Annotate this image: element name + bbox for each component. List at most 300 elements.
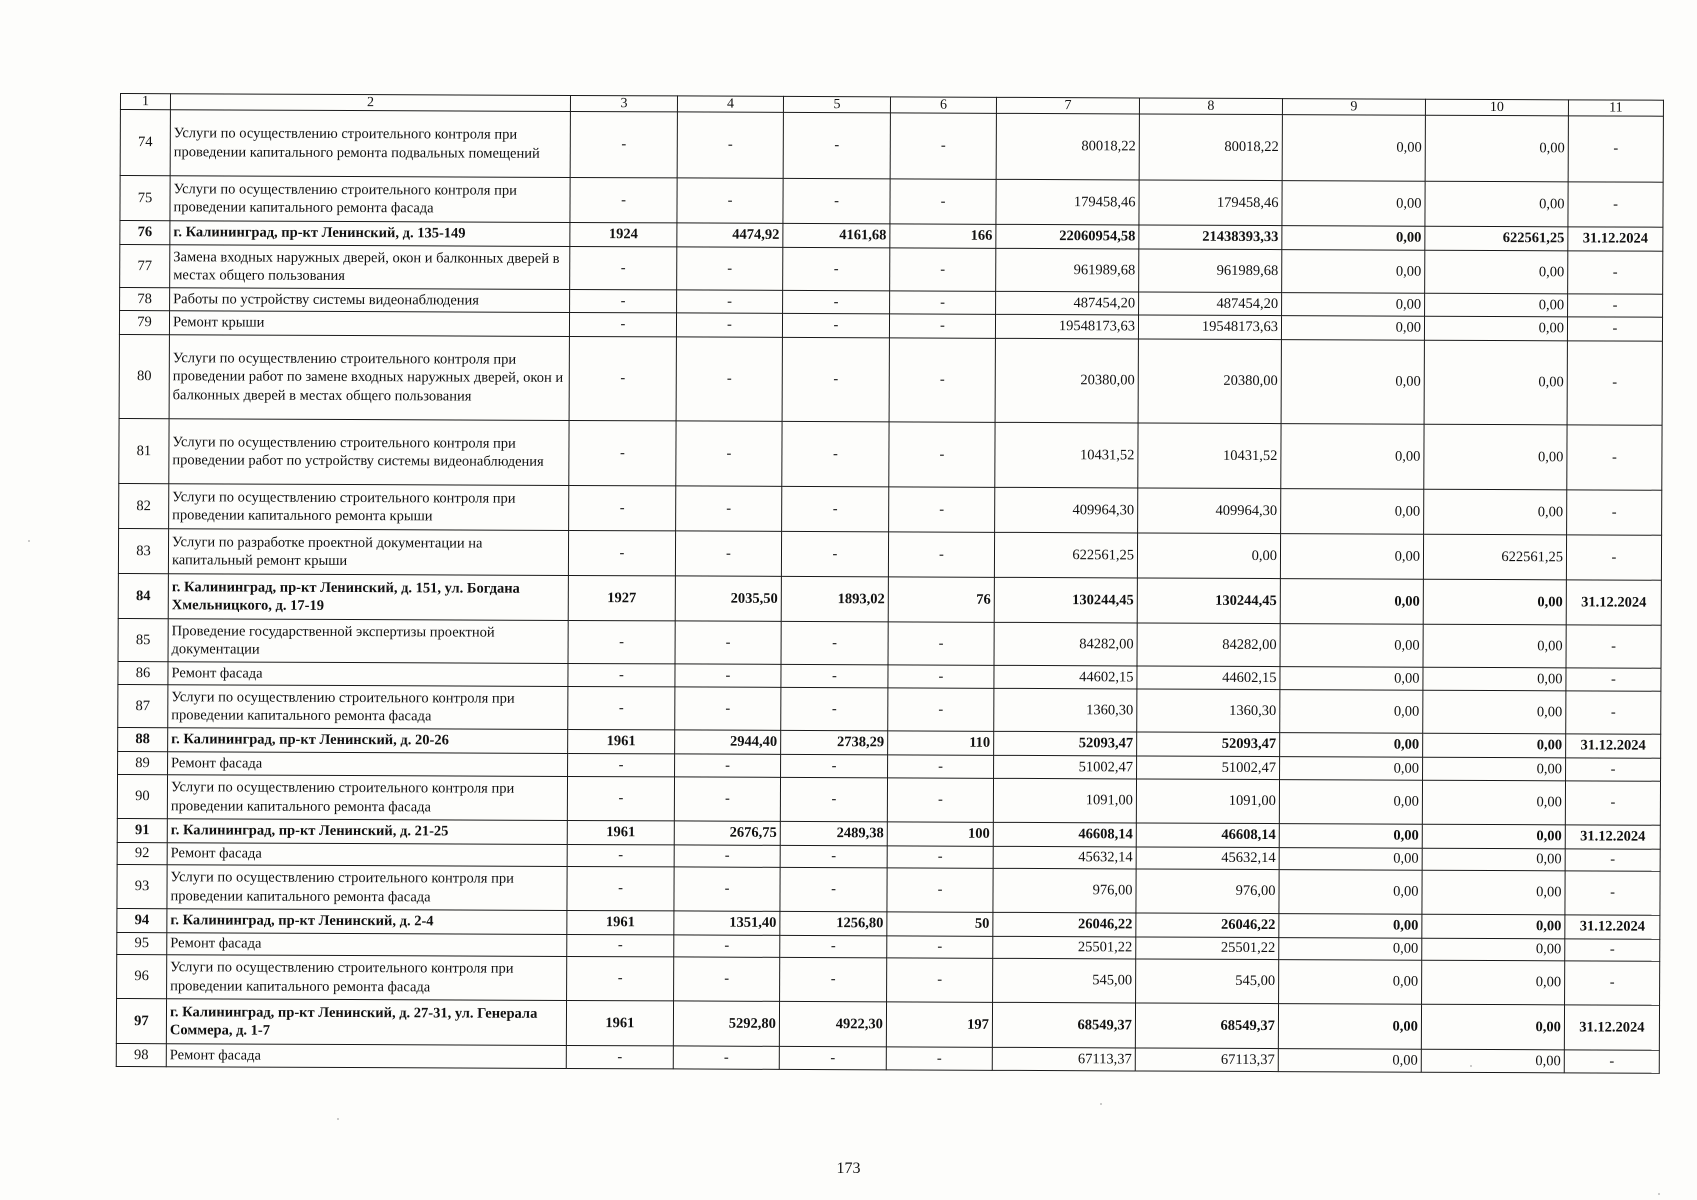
header-cell: 1	[120, 94, 170, 110]
cost-total-cell: 80018,22	[996, 113, 1139, 180]
residents-cell: 100	[887, 822, 993, 846]
cost-fund-cell: 45632,14	[1136, 847, 1279, 870]
cost-owners-cell: 0,00	[1424, 340, 1567, 425]
area-total-cell: -	[673, 1046, 779, 1069]
cost-total-cell: 409964,30	[995, 487, 1138, 533]
area-total-cell: -	[677, 178, 783, 223]
row-number: 97	[116, 998, 166, 1043]
year-cell: -	[568, 620, 675, 663]
cost-fund-cell: 0,00	[1137, 533, 1280, 579]
year-cell: -	[567, 934, 674, 956]
cost-total-cell: 44602,15	[994, 665, 1137, 689]
area-total-cell: -	[677, 290, 783, 313]
area-living-cell: -	[783, 178, 890, 223]
cost-fund-cell: 80018,22	[1139, 114, 1282, 181]
cost-total-cell: 46608,14	[993, 822, 1136, 847]
area-total-cell: -	[674, 957, 780, 1001]
deadline-cell: -	[1566, 625, 1661, 668]
year-cell: -	[569, 336, 676, 420]
year-cell: -	[570, 289, 677, 312]
table-row	[117, 774, 1660, 825]
area-living-cell: -	[781, 687, 888, 730]
work-name: Ремонт фасада	[166, 1044, 566, 1069]
row-number: 80	[119, 334, 169, 418]
cost-owners-cell: 0,00	[1422, 960, 1565, 1005]
cost-owners-cell: 0,00	[1423, 733, 1566, 758]
cost-total-cell: 22060954,58	[996, 224, 1139, 249]
year-cell: -	[567, 844, 674, 866]
area-total-cell: -	[677, 112, 783, 178]
table-row	[120, 176, 1663, 228]
cost-budget-cell: 0,00	[1279, 938, 1422, 961]
work-name: Ремонт фасада	[167, 933, 567, 957]
cost-budget-cell: 0,00	[1280, 690, 1423, 734]
area-living-cell: -	[782, 337, 889, 421]
work-name: г. Калининград, пр-кт Ленинский, д. 21-25	[167, 819, 567, 845]
cost-total-cell: 20380,00	[995, 338, 1138, 423]
cost-total-cell: 67113,37	[992, 1047, 1135, 1071]
header-cell: 8	[1139, 98, 1282, 115]
row-number: 82	[119, 483, 169, 528]
cost-budget-cell: 0,00	[1281, 340, 1424, 425]
header-cell: 2	[170, 94, 570, 112]
cost-budget-cell: 0,00	[1282, 181, 1425, 227]
cost-total-cell: 10431,52	[995, 422, 1138, 488]
deadline-cell: -	[1567, 341, 1662, 425]
residents-cell: -	[888, 622, 994, 665]
table-row	[118, 528, 1661, 580]
year-cell: -	[567, 776, 674, 820]
table-row	[120, 245, 1663, 295]
area-total-cell: -	[676, 421, 782, 486]
row-number: 81	[119, 418, 169, 483]
table-row	[119, 483, 1662, 535]
header-cell: 3	[570, 95, 677, 111]
cost-budget-cell: 0,00	[1279, 960, 1422, 1005]
cost-budget-cell: 0,00	[1279, 780, 1422, 825]
area-living-cell: 1256,80	[780, 911, 887, 935]
area-total-cell: 2944,40	[675, 730, 781, 754]
header-cell: 6	[890, 97, 996, 113]
cost-budget-cell: 0,00	[1279, 870, 1422, 915]
cost-budget-cell: 0,00	[1281, 316, 1424, 341]
work-name: Услуги по осуществлению строительного контроля при проведении капитального ремонта подвальных помещений	[170, 110, 570, 178]
header-cell: 5	[783, 96, 890, 112]
row-number: 75	[120, 176, 170, 221]
row-number: 94	[117, 908, 167, 932]
residents-cell: -	[889, 314, 995, 338]
row-number: 84	[118, 573, 168, 618]
table-row	[118, 573, 1661, 625]
residents-cell: -	[888, 532, 994, 577]
work-name: Ремонт крыши	[169, 311, 569, 337]
cost-budget-cell: 0,00	[1279, 824, 1422, 849]
cost-owners-cell: 0,00	[1422, 824, 1565, 849]
deadline-cell: -	[1565, 849, 1660, 871]
work-name: г. Калининград, пр-кт Ленинский, д. 2-4	[167, 909, 567, 935]
deadline-cell: -	[1566, 535, 1661, 580]
work-name: Услуги по осуществлению строительного контроля при проведении капитального ремонта фасада	[167, 775, 567, 821]
area-living-cell: 1893,02	[781, 576, 888, 621]
cost-owners-cell: 0,00	[1423, 690, 1566, 734]
cost-owners-cell: 0,00	[1423, 624, 1566, 668]
cost-budget-cell: 0,00	[1280, 757, 1423, 781]
area-total-cell: -	[674, 935, 780, 957]
area-total-cell: -	[675, 621, 781, 664]
cost-owners-cell: 0,00	[1424, 489, 1567, 535]
cost-budget-cell: 0,00	[1280, 624, 1423, 668]
year-cell: 1961	[568, 729, 675, 753]
cost-total-cell: 179458,46	[996, 179, 1139, 225]
area-living-cell: -	[782, 313, 889, 337]
area-total-cell: -	[674, 845, 780, 867]
cost-total-cell: 1360,30	[994, 688, 1137, 732]
area-living-cell: -	[781, 664, 888, 687]
row-number: 78	[120, 288, 170, 311]
cost-total-cell: 52093,47	[994, 731, 1137, 756]
residents-cell: -	[890, 248, 996, 291]
row-number: 91	[117, 818, 167, 842]
work-name: Услуги по осуществлению строительного контроля при проведении капитального ремонта фасада	[167, 865, 567, 911]
table-row	[120, 110, 1663, 183]
residents-cell: -	[889, 487, 995, 532]
deadline-cell: -	[1568, 116, 1663, 182]
cost-budget-cell: 0,00	[1282, 226, 1425, 251]
work-name: Проведение государственной экспертизы проектной документации	[168, 619, 568, 664]
header-cell: 11	[1568, 100, 1663, 116]
area-total-cell: -	[676, 337, 782, 421]
area-total-cell: 5292,80	[673, 1001, 779, 1046]
work-name: Услуги по осуществлению строительного контроля при проведении капитального ремонта крыши	[169, 484, 569, 531]
header-cell: 4	[677, 96, 783, 112]
cost-total-cell: 1091,00	[993, 778, 1136, 823]
cost-owners-cell: 0,00	[1422, 914, 1565, 939]
deadline-cell: -	[1568, 182, 1663, 227]
residents-cell: 110	[888, 731, 994, 755]
deadline-cell: 31.12.2024	[1566, 580, 1661, 625]
cost-fund-cell: 1360,30	[1137, 689, 1280, 733]
cost-budget-cell: 0,00	[1280, 733, 1423, 758]
year-cell: -	[569, 485, 676, 530]
row-number: 88	[118, 727, 168, 751]
row-number: 98	[116, 1043, 166, 1066]
cost-budget-cell: 0,00	[1282, 293, 1425, 317]
residents-cell: -	[887, 778, 993, 822]
cost-owners-cell: 0,00	[1422, 938, 1565, 961]
deadline-cell: 31.12.2024	[1564, 1005, 1659, 1050]
cost-owners-cell: 0,00	[1425, 250, 1568, 294]
cost-owners-cell: 0,00	[1422, 848, 1565, 871]
year-cell: 1961	[567, 910, 674, 934]
deadline-cell: -	[1565, 939, 1660, 961]
area-living-cell: -	[783, 290, 890, 313]
residents-cell: -	[888, 665, 994, 688]
residents-cell: -	[887, 868, 993, 912]
cost-budget-cell: 0,00	[1282, 250, 1425, 294]
area-total-cell: -	[674, 867, 780, 911]
year-cell: -	[569, 312, 676, 336]
deadline-cell: -	[1568, 251, 1663, 294]
area-total-cell: 4474,92	[677, 223, 783, 247]
cost-fund-cell: 961989,68	[1139, 249, 1282, 293]
cost-total-cell: 45632,14	[993, 846, 1136, 869]
header-cell: 10	[1425, 99, 1568, 116]
work-name: Ремонт фасада	[168, 662, 568, 687]
area-total-cell: -	[675, 664, 781, 687]
deadline-cell: -	[1566, 758, 1661, 781]
residents-cell: 50	[887, 912, 993, 936]
table-row	[119, 334, 1662, 425]
deadline-cell: -	[1567, 425, 1662, 490]
year-cell: -	[570, 111, 677, 177]
year-cell: -	[567, 956, 674, 1000]
area-living-cell: -	[780, 867, 887, 911]
row-number: 79	[119, 311, 169, 335]
row-number: 95	[117, 932, 167, 954]
row-number: 87	[118, 684, 168, 727]
year-cell: 1924	[570, 222, 677, 246]
cost-fund-cell: 179458,46	[1139, 180, 1282, 226]
year-cell: -	[570, 177, 677, 222]
year-cell: -	[568, 663, 675, 686]
work-name: Услуги по осуществлению строительного контроля при проведении капитального ремонта фасада	[167, 955, 567, 1001]
cost-owners-cell: 0,00	[1425, 181, 1568, 227]
cost-owners-cell: 0,00	[1421, 1004, 1564, 1050]
work-name: г. Калининград, пр-кт Ленинский, д. 151, ул. Богдана Хмельницкого, д. 17-19	[168, 574, 568, 621]
residents-cell: -	[888, 688, 994, 731]
cost-fund-cell: 1091,00	[1136, 779, 1279, 824]
work-name: Услуги по осуществлению строительного контроля при проведении работ по устройству системы видеонаблюдения	[169, 419, 569, 486]
row-number: 86	[118, 661, 168, 684]
residents-cell: -	[887, 936, 993, 958]
area-total-cell: 2676,75	[674, 821, 780, 845]
cost-budget-cell: 0,00	[1279, 848, 1422, 871]
cost-fund-cell: 487454,20	[1139, 292, 1282, 316]
cost-owners-cell: 622561,25	[1423, 534, 1566, 580]
year-cell: 1961	[566, 1000, 673, 1045]
area-total-cell: 1351,40	[674, 911, 780, 935]
area-living-cell: -	[780, 935, 887, 957]
cost-owners-cell: 0,00	[1425, 115, 1568, 182]
row-number: 89	[118, 751, 168, 774]
work-name: Услуги по осуществлению строительного контроля при проведении капитального ремонта фасада	[168, 685, 568, 730]
cost-fund-cell: 68549,37	[1135, 1003, 1278, 1049]
cost-fund-cell: 25501,22	[1136, 937, 1279, 960]
deadline-cell: -	[1566, 668, 1661, 691]
area-total-cell: -	[675, 754, 781, 777]
year-cell: -	[568, 530, 675, 575]
cost-fund-cell: 545,00	[1136, 959, 1279, 1004]
area-living-cell: -	[782, 421, 889, 486]
cost-total-cell: 976,00	[993, 868, 1136, 913]
header-cell: 9	[1282, 99, 1425, 116]
work-name: Замена входных наружных дверей, окон и балконных дверей в местах общего пользования	[170, 245, 570, 290]
residents-cell: 76	[888, 577, 994, 622]
residents-cell: -	[890, 113, 996, 179]
area-total-cell: -	[676, 486, 782, 531]
residents-cell: -	[887, 958, 993, 1002]
deadline-cell: -	[1565, 781, 1660, 825]
cost-budget-cell: 0,00	[1280, 579, 1423, 625]
cost-owners-cell: 0,00	[1422, 780, 1565, 825]
deadline-cell: 31.12.2024	[1565, 825, 1660, 849]
area-living-cell: 2738,29	[781, 730, 888, 754]
capital-repair-table	[116, 93, 1664, 1074]
area-living-cell: -	[781, 754, 888, 777]
work-name: Работы по устройству системы видеонаблюдения	[170, 288, 570, 313]
cost-owners-cell: 0,00	[1424, 316, 1567, 341]
area-total-cell: -	[676, 313, 782, 337]
cost-fund-cell: 44602,15	[1137, 666, 1280, 690]
row-number: 77	[120, 245, 170, 288]
cost-fund-cell: 67113,37	[1135, 1048, 1278, 1072]
year-cell: -	[566, 1045, 673, 1068]
work-name: Услуги по осуществлению строительного контроля при проведении капитального ремонта фасада	[170, 176, 570, 223]
work-name: Услуги по осуществлению строительного контроля при проведении работ по замене входных наружных дверей, окон и балконных дверей в местах общего пользования	[169, 335, 569, 421]
work-name: Ремонт фасада	[168, 752, 568, 777]
year-cell: 1961	[567, 820, 674, 844]
cost-fund-cell: 21438393,33	[1139, 225, 1282, 250]
table-row	[117, 864, 1660, 915]
deadline-cell: -	[1565, 871, 1660, 915]
area-living-cell: -	[782, 486, 889, 531]
area-total-cell: -	[677, 247, 783, 290]
cost-total-cell: 487454,20	[996, 291, 1139, 315]
year-cell: -	[568, 686, 675, 729]
cost-owners-cell: 0,00	[1425, 293, 1568, 317]
row-number: 83	[118, 528, 168, 573]
cost-fund-cell: 19548173,63	[1138, 315, 1281, 340]
cost-owners-cell: 0,00	[1423, 757, 1566, 781]
deadline-cell: -	[1566, 691, 1661, 734]
cost-owners-cell: 622561,25	[1425, 226, 1568, 251]
cost-budget-cell: 0,00	[1280, 534, 1423, 580]
year-cell: -	[570, 246, 677, 289]
cost-budget-cell: 0,00	[1278, 1049, 1421, 1073]
area-living-cell: 4161,68	[783, 223, 890, 247]
deadline-cell: -	[1568, 294, 1663, 317]
work-name: Ремонт фасада	[167, 843, 567, 867]
cost-owners-cell: 0,00	[1421, 1049, 1564, 1073]
area-living-cell: -	[783, 247, 890, 290]
cost-fund-cell: 84282,00	[1137, 623, 1280, 667]
year-cell: -	[568, 753, 675, 776]
area-living-cell: -	[781, 621, 888, 664]
row-number: 76	[120, 221, 170, 245]
table-row	[118, 684, 1661, 734]
cost-fund-cell: 976,00	[1136, 869, 1279, 914]
residents-cell: -	[887, 846, 993, 868]
table-row	[119, 418, 1662, 490]
row-number: 74	[120, 110, 170, 176]
cost-owners-cell: 0,00	[1423, 667, 1566, 691]
area-total-cell: -	[675, 531, 781, 576]
deadline-cell: 31.12.2024	[1565, 915, 1660, 939]
area-living-cell: -	[779, 1046, 886, 1069]
area-living-cell: -	[780, 777, 887, 821]
residents-cell: 197	[886, 1002, 992, 1047]
area-total-cell: -	[675, 687, 781, 730]
row-number: 96	[117, 954, 167, 998]
cost-total-cell: 545,00	[993, 958, 1136, 1003]
residents-cell: -	[888, 755, 994, 778]
year-cell: 1927	[568, 575, 675, 620]
cost-fund-cell: 51002,47	[1137, 756, 1280, 780]
work-name: г. Калининград, пр-кт Ленинский, д. 135-149	[170, 221, 570, 247]
page-number: 173	[836, 1160, 861, 1177]
row-number: 92	[117, 842, 167, 864]
cost-fund-cell: 130244,45	[1137, 578, 1280, 624]
deadline-cell: 31.12.2024	[1568, 227, 1663, 251]
deadline-cell: 31.12.2024	[1566, 734, 1661, 758]
cost-budget-cell: 0,00	[1279, 914, 1422, 939]
table-row	[116, 998, 1659, 1050]
area-living-cell: -	[783, 112, 890, 178]
cost-owners-cell: 0,00	[1423, 579, 1566, 625]
cost-fund-cell: 10431,52	[1138, 423, 1281, 489]
residents-cell: 166	[890, 224, 996, 248]
year-cell: -	[567, 866, 674, 910]
cost-fund-cell: 46608,14	[1136, 823, 1279, 848]
residents-cell: -	[890, 179, 996, 224]
cost-owners-cell: 0,00	[1424, 424, 1567, 490]
residents-cell: -	[890, 291, 996, 314]
cost-owners-cell: 0,00	[1422, 870, 1565, 915]
area-living-cell: -	[780, 957, 887, 1001]
cost-total-cell: 26046,22	[993, 912, 1136, 937]
cost-budget-cell: 0,00	[1281, 424, 1424, 490]
deadline-cell: -	[1565, 961, 1660, 1005]
cost-total-cell: 25501,22	[993, 936, 1136, 959]
area-total-cell: 2035,50	[675, 576, 781, 621]
cost-budget-cell: 0,00	[1281, 489, 1424, 535]
area-living-cell: -	[780, 845, 887, 867]
cost-fund-cell: 409964,30	[1138, 488, 1281, 534]
row-number: 85	[118, 618, 168, 661]
area-living-cell: -	[781, 531, 888, 576]
work-name: г. Калининград, пр-кт Ленинский, д. 27-31, ул. Генерала Соммера, д. 1-7	[166, 999, 566, 1046]
work-name: г. Калининград, пр-кт Ленинский, д. 20-26	[168, 728, 568, 754]
area-total-cell: -	[674, 777, 780, 821]
residents-cell: -	[889, 338, 995, 422]
cost-fund-cell: 52093,47	[1137, 732, 1280, 757]
row-number: 93	[117, 864, 167, 908]
year-cell: -	[569, 420, 676, 485]
deadline-cell: -	[1564, 1050, 1659, 1073]
cost-total-cell: 622561,25	[994, 532, 1137, 578]
area-living-cell: 4922,30	[779, 1001, 886, 1046]
cost-budget-cell: 0,00	[1282, 115, 1425, 182]
cost-budget-cell: 0,00	[1278, 1004, 1421, 1050]
deadline-cell: -	[1567, 490, 1662, 535]
cost-total-cell: 961989,68	[996, 248, 1139, 292]
residents-cell: -	[889, 422, 995, 487]
header-cell: 7	[996, 97, 1139, 114]
cost-budget-cell: 0,00	[1280, 667, 1423, 691]
cost-total-cell: 84282,00	[994, 622, 1137, 666]
area-living-cell: 2489,38	[780, 821, 887, 845]
row-number: 90	[117, 774, 167, 818]
table-row	[118, 618, 1661, 668]
cost-total-cell: 130244,45	[994, 577, 1137, 623]
deadline-cell: -	[1567, 317, 1662, 341]
cost-fund-cell: 20380,00	[1138, 339, 1281, 424]
cost-fund-cell: 26046,22	[1136, 913, 1279, 938]
table-row	[117, 954, 1660, 1005]
cost-total-cell: 19548173,63	[995, 314, 1138, 339]
residents-cell: -	[886, 1047, 992, 1070]
cost-total-cell: 68549,37	[992, 1002, 1135, 1048]
